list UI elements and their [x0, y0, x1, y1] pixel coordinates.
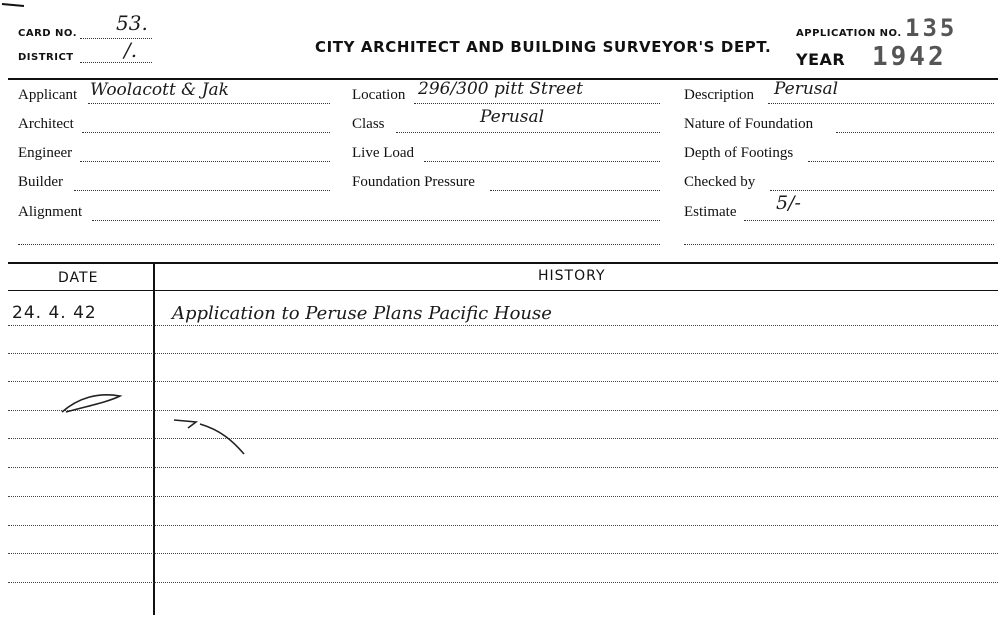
application-no-value: 135 [905, 14, 958, 42]
estimate-line [744, 220, 994, 221]
pen-mark [58, 388, 128, 418]
location-line [414, 103, 660, 104]
applicant-line [88, 103, 330, 104]
history-column-header: HISTORY [538, 268, 606, 284]
district-line [80, 62, 152, 63]
history-line [8, 553, 998, 554]
history-line [8, 438, 998, 439]
foundation-pressure-line [490, 190, 660, 191]
pen-mark [170, 410, 260, 460]
history-line [8, 496, 998, 497]
checked-by-line [770, 190, 994, 191]
history-line [8, 410, 998, 411]
nature-of-foundation-label: Nature of Foundation [684, 116, 814, 132]
card-no-line [80, 38, 152, 39]
history-line [8, 467, 998, 468]
live-load-label: Live Load [352, 145, 415, 161]
builder-label: Builder [18, 174, 63, 190]
history-entry-text: Application to Peruse Plans Pacific House [172, 303, 552, 324]
history-line [8, 381, 998, 382]
foundation-pressure-label: Foundation Pressure [352, 174, 475, 190]
builder-line [74, 190, 330, 191]
engineer-line [80, 161, 330, 162]
description-value: Perusal [774, 79, 839, 99]
description-label: Description [684, 87, 754, 103]
class-line [396, 132, 660, 133]
description-line [768, 103, 994, 104]
applicant-label: Applicant [18, 87, 78, 103]
history-line [8, 325, 998, 326]
year-value: 1942 [872, 42, 947, 72]
extra-line-left [18, 244, 660, 245]
checked-by-label: Checked by [684, 174, 756, 190]
district-value: /. [124, 38, 138, 62]
card-no-label: CARD NO. [18, 28, 78, 39]
date-column-header: DATE [58, 270, 99, 286]
history-line [8, 353, 998, 354]
depth-of-footings-line [808, 161, 994, 162]
history-top-rule [8, 262, 998, 264]
alignment-label: Alignment [18, 204, 83, 220]
estimate-label: Estimate [684, 204, 737, 220]
district-label: DISTRICT [18, 52, 74, 63]
location-value: 296/300 pitt Street [418, 79, 583, 99]
architect-line [82, 132, 330, 133]
location-label: Location [352, 87, 406, 103]
extra-line-right [684, 244, 994, 245]
year-label: YEAR [796, 50, 846, 69]
class-label: Class [352, 116, 385, 132]
architect-label: Architect [18, 116, 74, 132]
class-value: Perusal [480, 107, 545, 127]
engineer-label: Engineer [18, 145, 73, 161]
corner-mark [0, 0, 30, 14]
history-header-rule [8, 290, 998, 291]
nature-of-foundation-line [836, 132, 994, 133]
depth-of-footings-label: Depth of Footings [684, 145, 794, 161]
estimate-value: 5/- [776, 192, 801, 214]
live-load-line [424, 161, 660, 162]
history-line [8, 525, 998, 526]
history-entry-date: 24. 4. 42 [12, 303, 97, 323]
applicant-value: Woolacott & Jak [90, 80, 229, 100]
history-line [8, 582, 998, 583]
alignment-line [92, 220, 660, 221]
card-no-value: 53. [116, 11, 148, 35]
application-no-label: APPLICATION NO. [796, 28, 902, 39]
department-title: CITY ARCHITECT AND BUILDING SURVEYOR'S DEPT. [315, 38, 772, 56]
date-column-divider [153, 263, 155, 615]
